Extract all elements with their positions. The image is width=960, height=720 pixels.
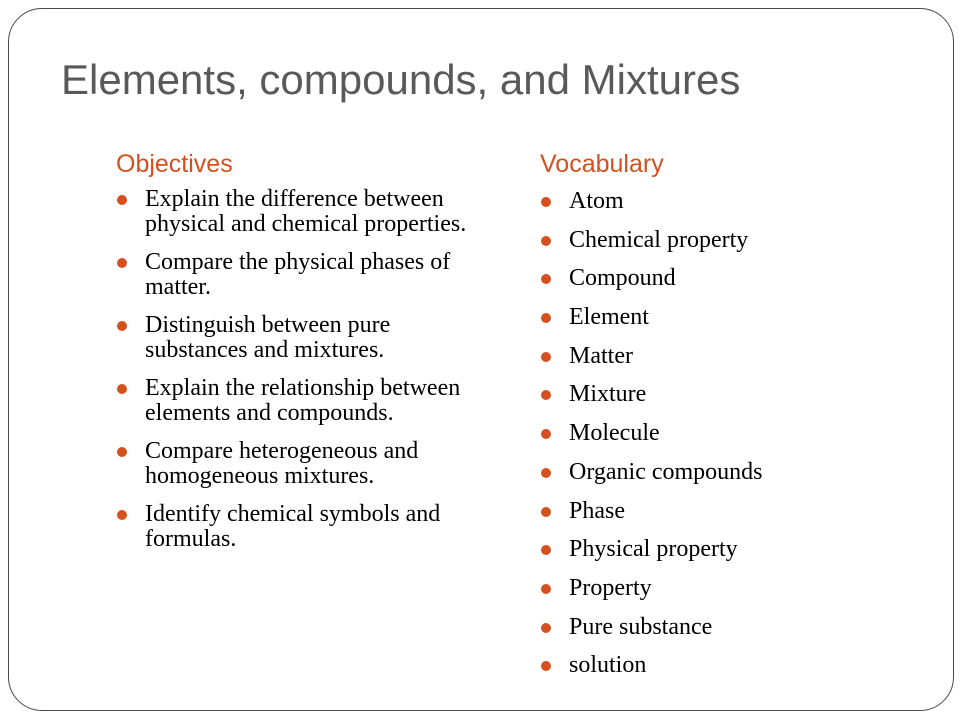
bullet-dot-icon — [541, 584, 551, 594]
objective-item — [116, 187, 486, 237]
vocabulary-item — [540, 651, 940, 679]
vocabulary-item-text: Property — [569, 574, 652, 601]
slide — [8, 8, 954, 711]
objective-item-text: Identify chemical symbols and formulas. — [145, 501, 441, 552]
vocabulary-item — [540, 574, 940, 602]
vocabulary-item-text: Compound — [569, 265, 676, 292]
vocabulary-item — [540, 187, 940, 215]
slide-title: Elements, compounds, and Mixtures — [61, 56, 741, 103]
vocabulary-item — [540, 303, 940, 331]
bullet-dot-icon — [117, 510, 127, 520]
bullet-dot-icon — [541, 545, 551, 555]
vocabulary-item — [540, 419, 940, 447]
vocabulary-item-text: Element — [569, 304, 649, 331]
bullet-dot-icon — [541, 661, 551, 671]
vocabulary-column — [540, 147, 940, 690]
vocabulary-item-text: Physical property — [569, 536, 738, 563]
bullet-dot-icon — [541, 274, 551, 284]
vocabulary-item — [540, 458, 940, 486]
bullet-dot-icon — [541, 507, 551, 517]
bullet-dot-icon — [541, 197, 551, 207]
objective-item — [116, 502, 486, 552]
vocabulary-item-text: Mixture — [569, 381, 647, 408]
vocabulary-item-text: Pure substance — [569, 613, 713, 640]
vocabulary-item — [540, 535, 940, 563]
vocabulary-item — [540, 497, 940, 525]
objective-item — [116, 313, 486, 363]
bullet-dot-icon — [541, 468, 551, 478]
bullet-dot-icon — [117, 447, 127, 457]
bullet-dot-icon — [541, 623, 551, 633]
vocabulary-item-text: solution — [569, 652, 647, 679]
objective-item — [116, 439, 486, 489]
objective-item-text: Compare the physical phases of matter. — [145, 249, 451, 300]
vocabulary-item — [540, 342, 940, 370]
objectives-heading: Objectives — [116, 150, 233, 178]
vocabulary-item-text: Organic compounds — [569, 458, 763, 485]
vocabulary-item — [540, 226, 940, 254]
vocabulary-item — [540, 380, 940, 408]
objectives-column — [116, 147, 486, 565]
bullet-dot-icon — [541, 236, 551, 246]
objective-item — [116, 250, 486, 300]
objective-item-text: Compare heterogeneous and homogeneous mixtures. — [145, 438, 419, 489]
bullet-dot-icon — [541, 429, 551, 439]
objective-item-text: Distinguish between pure substances and mixtures. — [145, 312, 391, 363]
bullet-dot-icon — [541, 352, 551, 362]
vocabulary-item — [540, 264, 940, 292]
bullet-dot-icon — [117, 258, 127, 268]
objective-item — [116, 376, 486, 426]
vocabulary-heading: Vocabulary — [540, 150, 664, 178]
bullet-dot-icon — [117, 384, 127, 394]
bullet-dot-icon — [117, 321, 127, 331]
vocabulary-item-text: Chemical property — [569, 226, 749, 253]
objective-item-text: Explain the relationship between elements and compounds. — [145, 375, 461, 426]
bullet-dot-icon — [117, 195, 127, 205]
vocabulary-item — [540, 613, 940, 641]
objective-item-text: Explain the difference between physical and chemical properties. — [145, 186, 467, 237]
bullet-dot-icon — [541, 313, 551, 323]
vocabulary-item-text: Molecule — [569, 420, 660, 447]
vocabulary-item-text: Atom — [569, 188, 624, 214]
bullet-dot-icon — [541, 390, 551, 400]
objectives-list — [116, 187, 486, 552]
vocabulary-item-text: Matter — [569, 342, 633, 369]
vocabulary-list — [540, 187, 940, 679]
vocabulary-item-text: Phase — [569, 497, 625, 524]
